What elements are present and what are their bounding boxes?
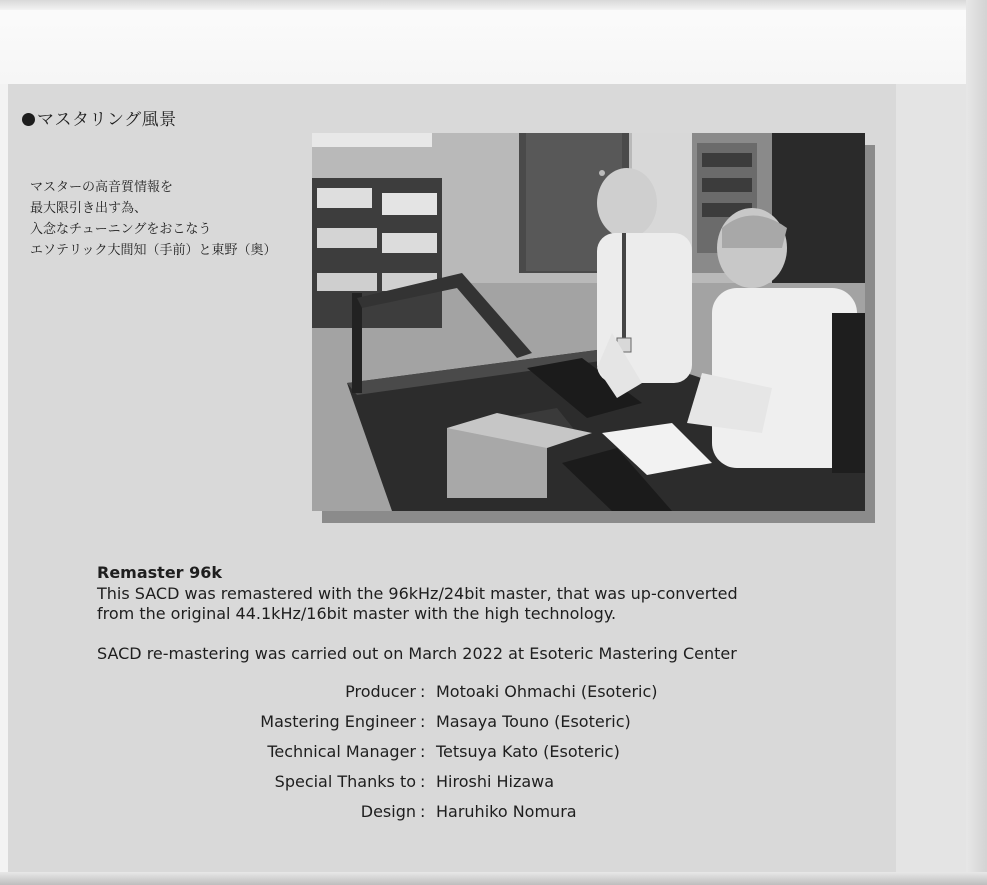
remaster-date-note: SACD re-mastering was carried out on March 2022 at Esoteric Mastering Center — [97, 644, 737, 663]
credit-name: Hiroshi Hizawa — [436, 771, 555, 791]
credit-role: Special Thanks to — [274, 771, 416, 791]
credit-row-mastering-engineer — [140, 706, 740, 736]
credit-colon: : — [420, 681, 426, 701]
caption-line: 入念なチューニングをおこなう — [30, 222, 212, 237]
credit-row-producer — [140, 676, 740, 706]
credit-row-special-thanks — [140, 766, 740, 796]
section-title-text: マスタリング風景 — [37, 110, 177, 130]
credits-list — [140, 676, 740, 826]
section-title — [22, 105, 177, 130]
credit-role: Mastering Engineer — [260, 711, 416, 731]
caption-line: マスターの高音質情報を — [30, 180, 174, 195]
credit-row-design — [140, 796, 740, 826]
credit-colon: : — [420, 771, 426, 791]
credit-name: Tetsuya Kato (Esoteric) — [436, 741, 620, 761]
credit-role: Design — [360, 801, 416, 821]
credit-role: Technical Manager — [267, 741, 416, 761]
credit-colon: : — [420, 741, 426, 761]
caption-line: エソテリック大間知（手前）と東野（奥） — [30, 243, 277, 258]
bullet-icon — [22, 113, 35, 126]
remaster-line: from the original 44.1kHz/16bit master with the high technology. — [97, 604, 617, 623]
page-bottom-edge — [0, 872, 987, 885]
page-right-edge — [966, 0, 987, 885]
remaster-line: This SACD was remastered with the 96kHz/24bit master, that was up-converted — [97, 584, 738, 603]
caption-line: 最大限引き出す為、 — [30, 201, 148, 216]
photo-caption — [30, 177, 276, 261]
page-top-margin — [0, 0, 987, 84]
credit-role: Producer — [345, 681, 416, 701]
credit-name: Motoaki Ohmachi (Esoteric) — [436, 681, 658, 701]
mastering-photo — [312, 133, 865, 511]
credit-colon: : — [420, 711, 426, 731]
remaster-description — [97, 584, 837, 624]
credit-colon: : — [420, 801, 426, 821]
credit-row-technical-manager — [140, 736, 740, 766]
remaster-title: Remaster 96k — [97, 563, 223, 582]
credit-name: Masaya Touno (Esoteric) — [436, 711, 631, 731]
mastering-photo-illustration — [312, 133, 865, 511]
credit-name: Haruhiko Nomura — [436, 801, 577, 821]
